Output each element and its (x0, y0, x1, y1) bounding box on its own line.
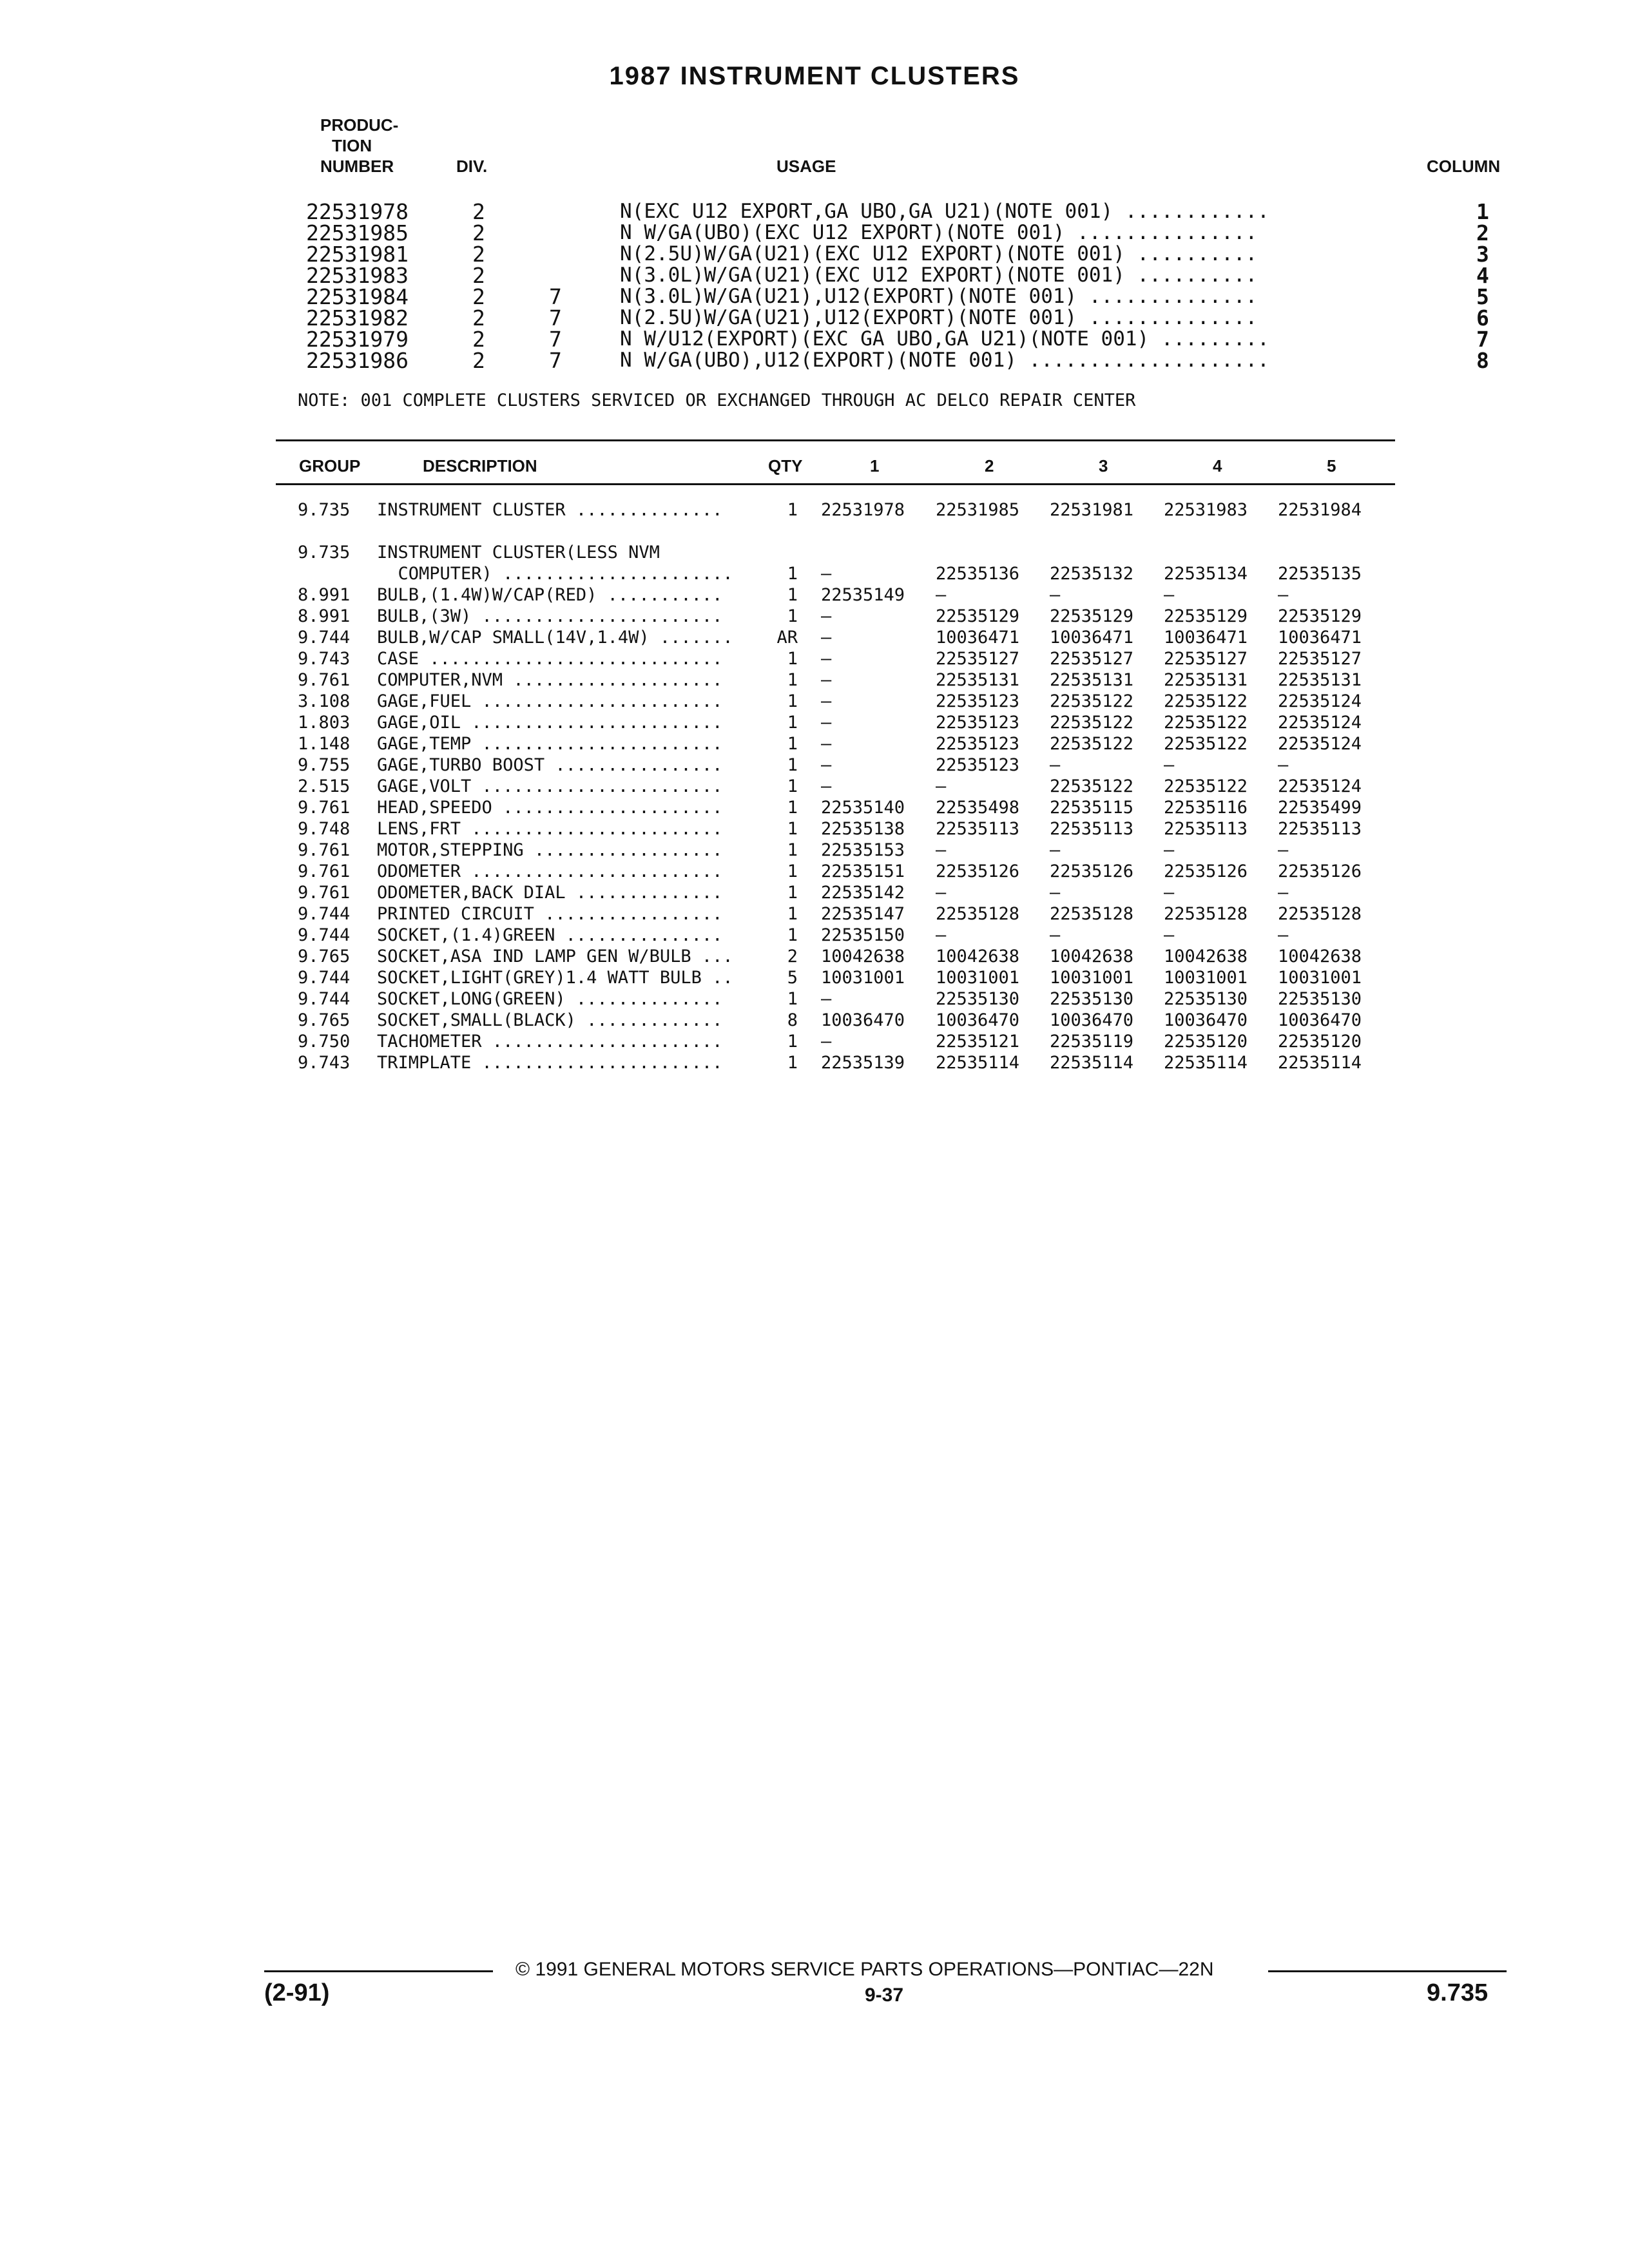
table-row (0, 818, 1629, 840)
description-column-header: DESCRIPTION (423, 456, 537, 476)
part-group: 9.744 (298, 904, 351, 924)
part-number-col-1: 22535153 (821, 840, 905, 860)
column-header: COLUMN (1427, 157, 1501, 176)
table-row (0, 1010, 1629, 1031)
part-number-col-2: 22535114 (936, 1053, 1020, 1073)
part-number-col-3: — (1050, 925, 1061, 945)
usage-div: 2 (472, 327, 485, 352)
part-number-col-3: 22531981 (1050, 500, 1134, 520)
usage-div: 2 (472, 284, 485, 309)
part-number-col-4: — (1164, 585, 1175, 605)
part-number-col-2: 22535113 (936, 819, 1020, 839)
part-group: 9.755 (298, 755, 351, 775)
part-number-col-3: 22535119 (1050, 1032, 1134, 1052)
part-description: TACHOMETER ...................... (377, 1032, 723, 1052)
part-qty: 1 (787, 776, 798, 796)
note-text: NOTE: 001 COMPLETE CLUSTERS SERVICED OR EXCHANGED THROUGH AC DELCO REPAIR CENTER (298, 390, 1136, 410)
part-description: BULB,W/CAP SMALL(14V,1.4W) ....... (377, 628, 733, 648)
part-number-col-4: 22535114 (1164, 1053, 1248, 1073)
part-number-col-2: 22535121 (936, 1032, 1020, 1052)
part-number-col-5: 10036470 (1278, 1010, 1362, 1030)
footer-left-rule (264, 1970, 493, 1972)
usage-row (0, 222, 1629, 244)
part-number-col-4: 22535128 (1164, 904, 1248, 924)
part-number-col-4: 22535134 (1164, 564, 1248, 584)
part-number-col-4: 22535131 (1164, 670, 1248, 690)
part-qty: 1 (787, 670, 798, 690)
table-row (0, 903, 1629, 925)
part-group: 9.765 (298, 947, 351, 966)
part-number-col-1: — (821, 691, 832, 711)
table-row (0, 691, 1629, 712)
part-number-col-5: 10031001 (1278, 968, 1362, 988)
table-row (0, 584, 1629, 606)
part-number-col-2: — (936, 840, 947, 860)
part-description: COMPUTER) ...................... (377, 564, 733, 584)
usage-production-number: 22531986 (306, 348, 409, 373)
table-row (0, 797, 1629, 818)
part-group: 2.515 (298, 776, 351, 796)
part-number-col-2: 22535123 (936, 691, 1020, 711)
table-row (0, 648, 1629, 669)
part-number-col-5: 22535135 (1278, 564, 1362, 584)
part-qty: 1 (787, 691, 798, 711)
part-number-col-2: 22535136 (936, 564, 1020, 584)
part-number-col-4: 10036470 (1164, 1010, 1248, 1030)
usage-div-secondary: 7 (549, 327, 562, 352)
part-group: 9.761 (298, 883, 351, 903)
table-row (0, 988, 1629, 1010)
table-row (0, 712, 1629, 733)
usage-row (0, 286, 1629, 307)
part-number-col-1: — (821, 670, 832, 690)
part-number-col-5: — (1278, 840, 1289, 860)
table-row (0, 754, 1629, 776)
part-description: GAGE,VOLT ....................... (377, 776, 723, 796)
part-number-col-5: 22535114 (1278, 1053, 1362, 1073)
table-row (0, 669, 1629, 691)
usage-column-number: 6 (1476, 305, 1489, 331)
usage-div: 2 (472, 263, 485, 288)
part-number-col-4: 22535120 (1164, 1032, 1248, 1052)
part-number-col-1: 22535139 (821, 1053, 905, 1073)
part-description: INSTRUMENT CLUSTER(LESS NVM (377, 543, 660, 562)
production-number-header (320, 115, 398, 177)
part-number-col-1: 10031001 (821, 968, 905, 988)
part-group: 9.743 (298, 1053, 351, 1073)
usage-column-number: 4 (1476, 263, 1489, 288)
part-number-col-3: 22535122 (1050, 713, 1134, 733)
usage-production-number: 22531981 (306, 242, 409, 267)
part-number-col-4: 22535122 (1164, 734, 1248, 754)
table-row (0, 733, 1629, 754)
part-number-col-2: 10042638 (936, 947, 1020, 966)
part-number-col-1: — (821, 989, 832, 1009)
part-group: 9.744 (298, 925, 351, 945)
table-row (0, 521, 1629, 542)
part-qty: 1 (787, 585, 798, 605)
part-number-col-4: 22535127 (1164, 649, 1248, 669)
usage-production-number: 22531979 (306, 327, 409, 352)
part-description: SOCKET,SMALL(BLACK) ............. (377, 1010, 723, 1030)
page-title: 1987 INSTRUMENT CLUSTERS (609, 62, 1020, 90)
part-number-col-3: 22535113 (1050, 819, 1134, 839)
production-number-header-line: NUMBER (320, 157, 394, 176)
part-number-col-5: 10036471 (1278, 628, 1362, 648)
column-3-header: 3 (1099, 456, 1108, 476)
part-group: 9.761 (298, 670, 351, 690)
group-column-header: GROUP (299, 456, 361, 476)
part-description: ODOMETER,BACK DIAL .............. (377, 883, 723, 903)
part-number-col-5: 22535130 (1278, 989, 1362, 1009)
usage-column-number: 8 (1476, 348, 1489, 373)
column-1-header: 1 (870, 456, 880, 476)
footer-date: (2-91) (264, 1979, 330, 2006)
part-qty: 1 (787, 755, 798, 775)
usage-div-secondary: 7 (549, 305, 562, 331)
part-number-col-2: 22535129 (936, 606, 1020, 626)
part-number-col-1: — (821, 564, 832, 584)
usage-column-number: 7 (1476, 327, 1489, 352)
usage-div: 2 (472, 348, 485, 373)
part-number-col-5: — (1278, 585, 1289, 605)
part-group: 8.991 (298, 606, 351, 626)
part-number-col-4: 22535122 (1164, 691, 1248, 711)
part-qty: 2 (787, 947, 798, 966)
part-number-col-3: 22535127 (1050, 649, 1134, 669)
part-number-col-3: 10042638 (1050, 947, 1134, 966)
part-group: 9.750 (298, 1032, 351, 1052)
table-row (0, 606, 1629, 627)
part-group: 9.765 (298, 1010, 351, 1030)
part-description: LENS,FRT ........................ (377, 819, 723, 839)
part-number-col-3: 22535131 (1050, 670, 1134, 690)
part-number-col-5: 22535499 (1278, 798, 1362, 818)
part-qty: 1 (787, 713, 798, 733)
column-2-header: 2 (985, 456, 994, 476)
part-description: GAGE,FUEL ....................... (377, 691, 723, 711)
usage-text: N W/GA(UBO),U12(EXPORT)(NOTE 001) .................... (620, 349, 1269, 372)
column-5-header: 5 (1327, 456, 1336, 476)
part-qty: 1 (787, 819, 798, 839)
usage-text: N(3.0L)W/GA(U21),U12(EXPORT)(NOTE 001) .............. (620, 285, 1258, 308)
part-description: COMPUTER,NVM .................... (377, 670, 723, 690)
part-description: MOTOR,STEPPING .................. (377, 840, 723, 860)
usage-row (0, 350, 1629, 371)
part-number-col-2: 22535128 (936, 904, 1020, 924)
part-group: 9.761 (298, 798, 351, 818)
part-qty: 1 (787, 1053, 798, 1073)
part-number-col-2: — (936, 883, 947, 903)
table-row (0, 946, 1629, 967)
usage-div-secondary: 7 (549, 348, 562, 373)
usage-header: USAGE (776, 157, 836, 176)
part-group: 9.744 (298, 968, 351, 988)
table-row (0, 861, 1629, 882)
table-row (0, 627, 1629, 648)
part-number-col-4: — (1164, 840, 1175, 860)
usage-column-number: 2 (1476, 220, 1489, 245)
part-number-col-5: 22535124 (1278, 713, 1362, 733)
usage-column-number: 1 (1476, 199, 1489, 224)
part-number-col-3: 22535132 (1050, 564, 1134, 584)
part-number-col-5: 22535127 (1278, 649, 1362, 669)
part-number-col-3: 22535122 (1050, 734, 1134, 754)
table-row (0, 882, 1629, 903)
usage-production-number: 22531984 (306, 284, 409, 309)
part-number-col-3: — (1050, 585, 1061, 605)
table-row (0, 542, 1629, 563)
part-number-col-1: 22535149 (821, 585, 905, 605)
part-number-col-5: 10042638 (1278, 947, 1362, 966)
part-group: 9.744 (298, 989, 351, 1009)
table-row (0, 563, 1629, 584)
part-number-col-3: — (1050, 883, 1061, 903)
part-description: GAGE,TEMP ....................... (377, 734, 723, 754)
part-number-col-2: 22531985 (936, 500, 1020, 520)
part-number-col-5: 22535113 (1278, 819, 1362, 839)
div-header: DIV. (456, 157, 488, 176)
footer-right-rule (1268, 1970, 1507, 1972)
usage-production-number: 22531985 (306, 220, 409, 245)
usage-div-secondary: 7 (549, 284, 562, 309)
part-number-col-4: — (1164, 925, 1175, 945)
part-number-col-5: — (1278, 883, 1289, 903)
part-number-col-2: 10031001 (936, 968, 1020, 988)
part-number-col-5: — (1278, 755, 1289, 775)
part-description: HEAD,SPEEDO ..................... (377, 798, 723, 818)
usage-text: N W/GA(UBO)(EXC U12 EXPORT)(NOTE 001) ............... (620, 221, 1258, 244)
part-qty: 8 (787, 1010, 798, 1030)
section-number: 9.735 (1427, 1979, 1489, 2006)
table-row (0, 776, 1629, 797)
part-qty: 1 (787, 734, 798, 754)
part-number-col-5: 22535124 (1278, 734, 1362, 754)
part-number-col-2: — (936, 925, 947, 945)
part-group: 9.743 (298, 649, 351, 669)
part-qty: 1 (787, 798, 798, 818)
part-number-col-2: 22535131 (936, 670, 1020, 690)
part-group: 9.735 (298, 500, 351, 520)
part-number-col-1: — (821, 776, 832, 796)
part-number-col-3: 22535114 (1050, 1053, 1134, 1073)
part-number-col-4: — (1164, 883, 1175, 903)
copyright-text: © 1991 GENERAL MOTORS SERVICE PARTS OPERATIONS—PONTIAC—22N (516, 1959, 1214, 1980)
part-number-col-2: — (936, 776, 947, 796)
part-number-col-1: — (821, 755, 832, 775)
part-number-col-5: 22535131 (1278, 670, 1362, 690)
part-qty: 1 (787, 840, 798, 860)
part-number-col-2: 22535130 (936, 989, 1020, 1009)
part-qty: 1 (787, 500, 798, 520)
part-qty: 1 (787, 904, 798, 924)
part-number-col-3: 10036471 (1050, 628, 1134, 648)
part-group: 1.803 (298, 713, 351, 733)
part-number-col-3: 22535126 (1050, 861, 1134, 881)
part-number-col-3: 10036470 (1050, 1010, 1134, 1030)
part-number-col-4: 22535126 (1164, 861, 1248, 881)
part-number-col-1: — (821, 606, 832, 626)
page-number: 9-37 (865, 1984, 904, 2006)
usage-row (0, 201, 1629, 222)
part-number-col-3: 22535122 (1050, 691, 1134, 711)
part-description: ODOMETER ........................ (377, 861, 723, 881)
part-number-col-1: 22535140 (821, 798, 905, 818)
production-number-header-line: TION (332, 136, 372, 155)
part-number-col-4: 22535122 (1164, 713, 1248, 733)
part-number-col-1: 10036470 (821, 1010, 905, 1030)
part-group: 3.108 (298, 691, 351, 711)
part-number-col-2: 22535127 (936, 649, 1020, 669)
part-number-col-1: 22535150 (821, 925, 905, 945)
usage-div: 2 (472, 199, 485, 224)
part-description: SOCKET,LONG(GREEN) .............. (377, 989, 723, 1009)
part-number-col-1: — (821, 1032, 832, 1052)
part-number-col-4: 22535122 (1164, 776, 1248, 796)
usage-text: N W/U12(EXPORT)(EXC GA UBO,GA U21)(NOTE 001) ......... (620, 327, 1269, 351)
part-description: PRINTED CIRCUIT ................. (377, 904, 723, 924)
part-description: BULB,(1.4W)W/CAP(RED) ........... (377, 585, 723, 605)
part-group: 1.148 (298, 734, 351, 754)
table-row (0, 925, 1629, 946)
part-number-col-2: — (936, 585, 947, 605)
part-number-col-4: 22535116 (1164, 798, 1248, 818)
usage-text: N(2.5U)W/GA(U21)(EXC U12 EXPORT)(NOTE 001) .......... (620, 242, 1258, 265)
part-group: 9.744 (298, 628, 351, 648)
part-description: SOCKET,ASA IND LAMP GEN W/BULB ... (377, 947, 733, 966)
part-number-col-1: 22535138 (821, 819, 905, 839)
part-number-col-3: 22535122 (1050, 776, 1134, 796)
usage-text: N(EXC U12 EXPORT,GA UBO,GA U21)(NOTE 001) ............ (620, 200, 1269, 223)
table-row (0, 967, 1629, 988)
part-number-col-5: 22535128 (1278, 904, 1362, 924)
usage-production-number: 22531982 (306, 305, 409, 331)
usage-text: N(3.0L)W/GA(U21)(EXC U12 EXPORT)(NOTE 001) .......... (620, 264, 1258, 287)
part-description: GAGE,TURBO BOOST ................ (377, 755, 723, 775)
part-number-col-3: — (1050, 755, 1061, 775)
production-number-header-line: PRODUC- (320, 115, 399, 135)
part-group: 9.748 (298, 819, 351, 839)
part-number-col-4: 10031001 (1164, 968, 1248, 988)
part-qty: 1 (787, 649, 798, 669)
part-qty: 1 (787, 1032, 798, 1052)
part-number-col-1: 22535151 (821, 861, 905, 881)
part-qty: 5 (787, 968, 798, 988)
part-number-col-5: 22535120 (1278, 1032, 1362, 1052)
part-number-col-1: 22535142 (821, 883, 905, 903)
part-group: 8.991 (298, 585, 351, 605)
part-number-col-4: 10036471 (1164, 628, 1248, 648)
part-number-col-3: 22535115 (1050, 798, 1134, 818)
table-row (0, 1031, 1629, 1052)
part-number-col-5: — (1278, 925, 1289, 945)
part-description: TRIMPLATE ....................... (377, 1053, 723, 1073)
part-number-col-1: — (821, 734, 832, 754)
part-number-col-5: 22535124 (1278, 691, 1362, 711)
usage-div: 2 (472, 220, 485, 245)
column-4-header: 4 (1213, 456, 1222, 476)
part-group: 9.761 (298, 861, 351, 881)
part-number-col-1: — (821, 649, 832, 669)
part-number-col-3: 10031001 (1050, 968, 1134, 988)
part-number-col-4: 10042638 (1164, 947, 1248, 966)
part-number-col-1: — (821, 628, 832, 648)
part-description: GAGE,OIL ........................ (377, 713, 723, 733)
usage-div: 2 (472, 242, 485, 267)
part-number-col-2: 22535498 (936, 798, 1020, 818)
part-description: INSTRUMENT CLUSTER .............. (377, 500, 723, 520)
part-number-col-3: 22535129 (1050, 606, 1134, 626)
part-number-col-1: 22535147 (821, 904, 905, 924)
part-number-col-5: 22535126 (1278, 861, 1362, 881)
part-number-col-2: 10036470 (936, 1010, 1020, 1030)
part-qty: 1 (787, 925, 798, 945)
table-header-rule (276, 483, 1395, 485)
part-number-col-4: 22535113 (1164, 819, 1248, 839)
qty-column-header: QTY (768, 456, 803, 476)
table-top-rule (276, 439, 1395, 441)
part-description: SOCKET,(1.4)GREEN ............... (377, 925, 723, 945)
table-row (0, 1052, 1629, 1073)
part-number-col-4: — (1164, 755, 1175, 775)
usage-row (0, 244, 1629, 265)
part-number-col-4: 22531983 (1164, 500, 1248, 520)
part-qty: AR (776, 628, 798, 648)
part-number-col-5: 22531984 (1278, 500, 1362, 520)
part-number-col-3: — (1050, 840, 1061, 860)
part-number-col-2: 22535123 (936, 734, 1020, 754)
part-group: 9.761 (298, 840, 351, 860)
usage-div: 2 (472, 305, 485, 331)
usage-row (0, 307, 1629, 329)
usage-column-number: 5 (1476, 284, 1489, 309)
part-number-col-2: 10036471 (936, 628, 1020, 648)
part-number-col-4: 22535130 (1164, 989, 1248, 1009)
part-group: 9.735 (298, 543, 351, 562)
part-number-col-3: 22535130 (1050, 989, 1134, 1009)
part-number-col-3: 22535128 (1050, 904, 1134, 924)
usage-text: N(2.5U)W/GA(U21),U12(EXPORT)(NOTE 001) .............. (620, 306, 1258, 329)
usage-production-number: 22531983 (306, 263, 409, 288)
part-number-col-1: 22531978 (821, 500, 905, 520)
part-qty: 1 (787, 861, 798, 881)
part-number-col-2: 22535126 (936, 861, 1020, 881)
part-description: SOCKET,LIGHT(GREY)1.4 WATT BULB .. (377, 968, 733, 988)
usage-production-number: 22531978 (306, 199, 409, 224)
usage-row (0, 329, 1629, 350)
table-row (0, 499, 1629, 521)
usage-column-number: 3 (1476, 242, 1489, 267)
part-description: BULB,(3W) ....................... (377, 606, 723, 626)
table-row (0, 840, 1629, 861)
part-number-col-1: — (821, 713, 832, 733)
part-number-col-1: 10042638 (821, 947, 905, 966)
part-number-col-2: 22535123 (936, 755, 1020, 775)
part-qty: 1 (787, 606, 798, 626)
usage-row (0, 265, 1629, 286)
part-number-col-5: 22535124 (1278, 776, 1362, 796)
part-number-col-2: 22535123 (936, 713, 1020, 733)
part-description: CASE ............................ (377, 649, 723, 669)
part-qty: 1 (787, 989, 798, 1009)
part-qty: 1 (787, 883, 798, 903)
part-qty: 1 (787, 564, 798, 584)
part-number-col-5: 22535129 (1278, 606, 1362, 626)
part-number-col-4: 22535129 (1164, 606, 1248, 626)
